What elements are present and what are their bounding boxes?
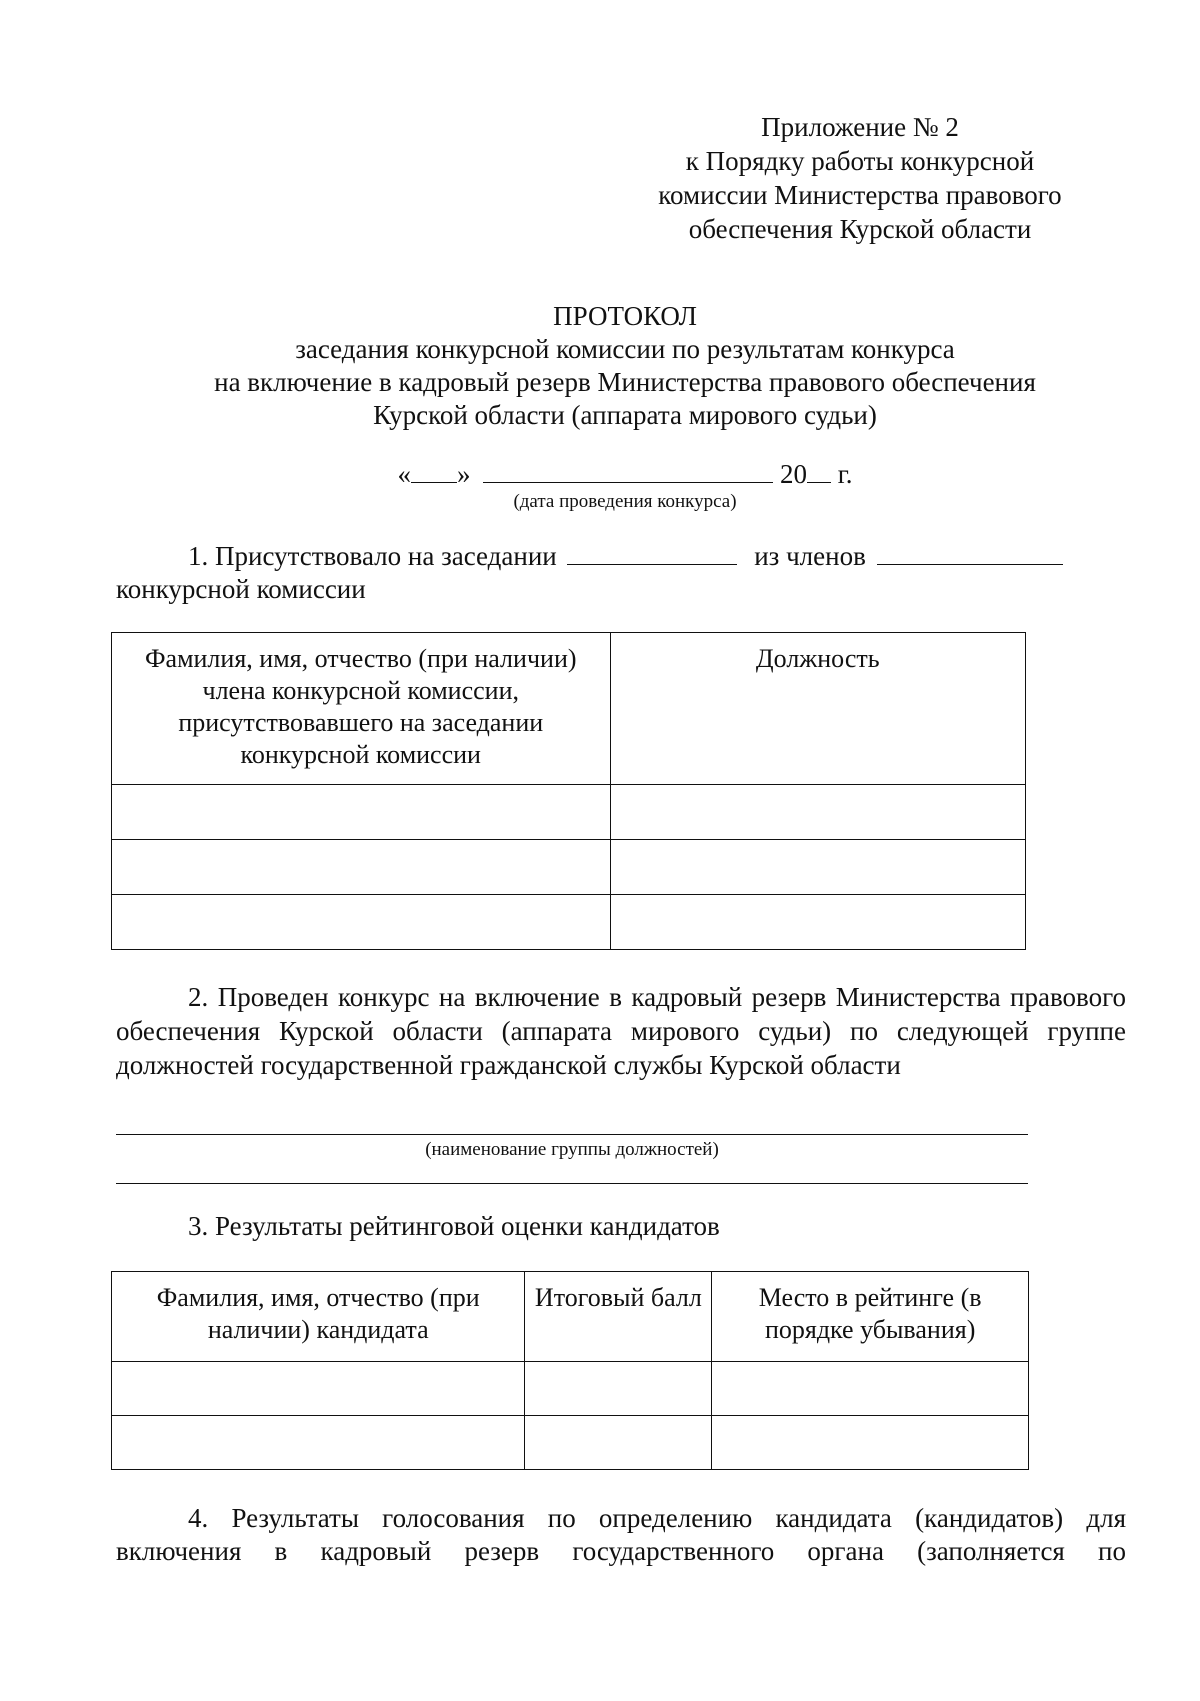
table-row [112, 1362, 1029, 1416]
present-count-blank[interactable] [567, 540, 737, 565]
table-cell[interactable] [712, 1362, 1029, 1416]
section-1-text-b: из членов [754, 541, 866, 571]
header-candidate-name: Фамилия, имя, отчество (при наличии) кандидата [112, 1272, 525, 1362]
table-cell[interactable] [112, 1416, 525, 1470]
section-4-line-1: 4. Результаты голосования по определению кандидата (кандидатов) для [188, 1503, 1126, 1533]
protocol-heading: ПРОТОКОЛ [553, 301, 697, 331]
section-4-line-2: включения в кадровый резерв государственного органа (заполняется по [116, 1536, 1126, 1566]
table-row [112, 1416, 1029, 1470]
date-close-quote: » [456, 459, 471, 489]
year-suffix: г. [837, 459, 853, 489]
protocol-title [100, 300, 1150, 432]
table-header-row [112, 633, 1026, 785]
table-cell[interactable] [712, 1416, 1029, 1470]
appendix-line-4: обеспечения Курской области [688, 214, 1032, 244]
appendix-line-3: комиссии Министерства правового [658, 180, 1062, 210]
table-row [112, 895, 1026, 950]
protocol-title-line-3: Курской области (аппарата мирового судьи) [373, 400, 877, 430]
header-position: Должность [610, 633, 1026, 785]
appendix-line-1: Приложение № 2 [761, 112, 959, 142]
table-cell[interactable] [525, 1416, 712, 1470]
date-line [100, 458, 1150, 490]
section-3-heading: 3. Результаты рейтинговой оценки кандидатов [188, 1211, 720, 1241]
table-cell[interactable] [112, 840, 611, 895]
header-rating-place: Место в рейтинге (в порядке убывания) [712, 1272, 1029, 1362]
protocol-title-line-1: заседания конкурсной комиссии по результатам конкурса [295, 334, 955, 364]
appendix-line-2: к Порядку работы конкурсной [685, 146, 1035, 176]
table-cell[interactable] [112, 1362, 525, 1416]
members-count-blank[interactable] [877, 540, 1063, 565]
date-caption: (дата проведения конкурса) [513, 491, 737, 512]
group-name-caption: (наименование группы должностей) [425, 1139, 719, 1160]
section-1-line-1 [188, 540, 1063, 573]
section-2-paragraph: 2. Проведен конкурс на включение в кадровый резерв Министерства правового обеспечения Курской области (аппарата мирового судьи) по следующей группе должностей государственной гражданской службы Курской области [116, 982, 1126, 1080]
table-cell[interactable] [610, 785, 1026, 840]
table-header-row [112, 1272, 1029, 1362]
year-prefix: 20 [779, 459, 807, 489]
rating-table [111, 1271, 1029, 1470]
table-cell[interactable] [525, 1362, 712, 1416]
table-row [112, 785, 1026, 840]
section-1-text-c: конкурсной комиссии [116, 574, 366, 604]
table-cell[interactable] [112, 785, 611, 840]
date-open-quote: « [397, 459, 411, 489]
protocol-title-line-2: на включение в кадровый резерв Министерства правового обеспечения [214, 367, 1036, 397]
header-member-name: Фамилия, имя, отчество (при наличии) члена конкурсной комиссии, присутствовавшего на заседании конкурсной комиссии [112, 633, 611, 785]
table-cell[interactable] [610, 895, 1026, 950]
group-name-line[interactable] [116, 1134, 1028, 1135]
group-name-line-2[interactable] [116, 1183, 1028, 1184]
table-cell[interactable] [112, 895, 611, 950]
day-blank[interactable] [411, 458, 457, 483]
table-cell[interactable] [610, 840, 1026, 895]
header-total-score: Итоговый балл [525, 1272, 712, 1362]
appendix-header [600, 110, 1120, 246]
month-blank[interactable] [483, 458, 773, 483]
section-1-text-a: 1. Присутствовало на заседании [188, 541, 557, 571]
attendees-table [111, 632, 1026, 950]
table-row [112, 840, 1026, 895]
year-blank[interactable] [807, 458, 831, 483]
